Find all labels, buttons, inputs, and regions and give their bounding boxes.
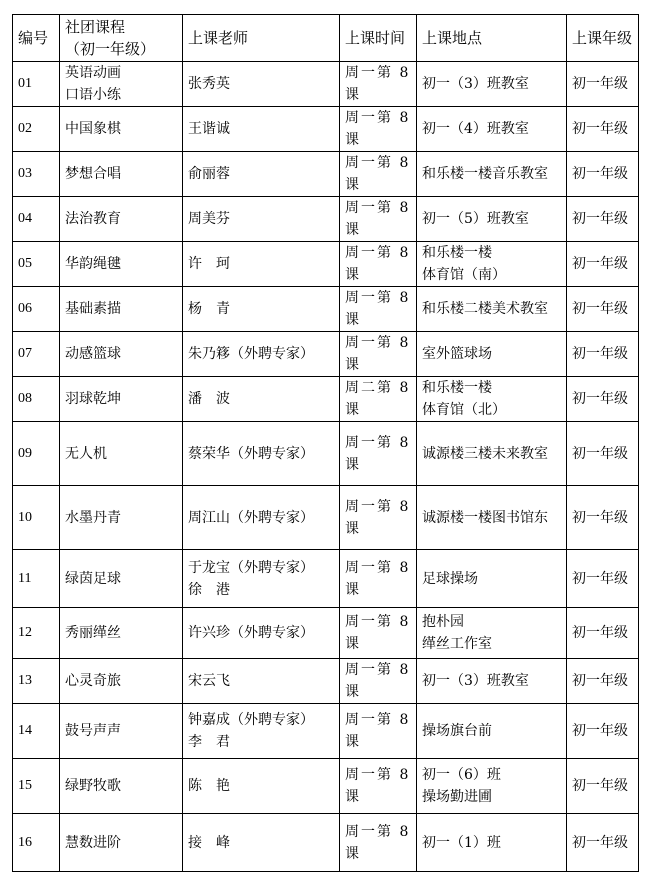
cell-time bbox=[340, 377, 417, 422]
cell-course-line: 法治教育 bbox=[65, 211, 121, 227]
cell-time-line: 周一第 8 bbox=[345, 200, 411, 216]
cell-location-line: 诚源楼一楼图书馆东 bbox=[422, 509, 548, 526]
cell-id: 11 bbox=[13, 550, 60, 608]
cell-location-line: 体育馆（南） bbox=[422, 267, 506, 283]
cell-course bbox=[60, 377, 183, 422]
header-time: 上课时间 bbox=[340, 15, 417, 62]
cell-course bbox=[60, 814, 183, 872]
cell-time bbox=[340, 486, 417, 550]
cell-grade: 初一年级 bbox=[567, 377, 639, 422]
cell-grade: 初一年级 bbox=[567, 422, 639, 486]
cell-teacher-line: 王谐诚 bbox=[188, 121, 230, 137]
header-course bbox=[60, 15, 183, 62]
cell-id: 08 bbox=[13, 377, 60, 422]
table-row bbox=[13, 608, 639, 659]
cell-grade: 初一年级 bbox=[567, 759, 639, 814]
cell-id: 01 bbox=[13, 62, 60, 107]
cell-id: 06 bbox=[13, 287, 60, 332]
header-row bbox=[13, 15, 639, 62]
cell-grade: 初一年级 bbox=[567, 107, 639, 152]
cell-location bbox=[417, 242, 567, 287]
cell-teacher-line: 杨 青 bbox=[188, 301, 230, 317]
cell-time-line: 周一第 8 bbox=[345, 823, 411, 840]
cell-course bbox=[60, 287, 183, 332]
cell-location bbox=[417, 550, 567, 608]
cell-location bbox=[417, 486, 567, 550]
cell-time-line: 周一第 8 bbox=[345, 767, 411, 783]
cell-grade: 初一年级 bbox=[567, 152, 639, 197]
table-row bbox=[13, 197, 639, 242]
cell-location bbox=[417, 152, 567, 197]
header-course-line: （初一年级） bbox=[65, 40, 156, 58]
cell-location-line: 体育馆（北） bbox=[422, 402, 506, 418]
table-row bbox=[13, 62, 639, 107]
cell-time bbox=[340, 659, 417, 704]
cell-id: 15 bbox=[13, 759, 60, 814]
cell-time-line: 课 bbox=[345, 87, 361, 103]
cell-course bbox=[60, 62, 183, 107]
cell-teacher-line: 宋云飞 bbox=[188, 673, 230, 689]
cell-id: 14 bbox=[13, 704, 60, 759]
cell-id: 09 bbox=[13, 422, 60, 486]
cell-time-line: 周一第 8 bbox=[345, 712, 411, 728]
cell-id: 07 bbox=[13, 332, 60, 377]
cell-location bbox=[417, 659, 567, 704]
cell-grade: 初一年级 bbox=[567, 659, 639, 704]
cell-time-line: 课 bbox=[345, 789, 361, 805]
cell-course bbox=[60, 550, 183, 608]
cell-teacher-line: 俞丽蓉 bbox=[188, 166, 230, 182]
cell-time-line: 课 bbox=[345, 684, 361, 700]
table-row bbox=[13, 422, 639, 486]
cell-location bbox=[417, 608, 567, 659]
cell-teacher bbox=[183, 242, 340, 287]
cell-time-line: 周一第 8 bbox=[345, 290, 411, 306]
cell-location-line: 和乐楼一楼音乐教室 bbox=[422, 166, 548, 182]
cell-time-line: 周一第 8 bbox=[345, 110, 411, 126]
cell-teacher-line: 于龙宝（外聘专家） bbox=[188, 559, 314, 576]
cell-teacher bbox=[183, 197, 340, 242]
cell-id: 12 bbox=[13, 608, 60, 659]
cell-teacher-line: 朱乃簃（外聘专家） bbox=[188, 346, 314, 362]
cell-grade: 初一年级 bbox=[567, 242, 639, 287]
cell-teacher-line: 李 君 bbox=[188, 734, 230, 750]
cell-time-line: 课 bbox=[345, 581, 361, 598]
cell-location-line: 初一（5）班教室 bbox=[422, 211, 529, 227]
cell-grade: 初一年级 bbox=[567, 704, 639, 759]
cell-location-line: 操场勤进圃 bbox=[422, 789, 492, 805]
cell-time bbox=[340, 550, 417, 608]
cell-teacher bbox=[183, 608, 340, 659]
cell-time-line: 课 bbox=[345, 267, 361, 283]
cell-time-line: 课 bbox=[345, 357, 361, 373]
cell-course-line: 心灵奇旅 bbox=[65, 673, 121, 689]
cell-course bbox=[60, 332, 183, 377]
table-row bbox=[13, 659, 639, 704]
cell-teacher bbox=[183, 704, 340, 759]
cell-course-line: 水墨丹青 bbox=[65, 509, 121, 526]
cell-location bbox=[417, 107, 567, 152]
cell-location bbox=[417, 287, 567, 332]
cell-teacher-line: 许兴珍（外聘专家） bbox=[188, 625, 314, 641]
cell-course-line: 秀丽缂丝 bbox=[65, 625, 121, 641]
cell-teacher-line: 徐 港 bbox=[188, 581, 230, 598]
cell-location bbox=[417, 704, 567, 759]
cell-course-line: 梦想合唱 bbox=[65, 166, 121, 182]
cell-teacher bbox=[183, 814, 340, 872]
cell-grade: 初一年级 bbox=[567, 197, 639, 242]
cell-time-line: 课 bbox=[345, 222, 361, 238]
cell-grade: 初一年级 bbox=[567, 550, 639, 608]
cell-location-line: 室外篮球场 bbox=[422, 346, 492, 362]
cell-location-line: 初一（3）班教室 bbox=[422, 673, 529, 689]
cell-course bbox=[60, 242, 183, 287]
cell-id: 04 bbox=[13, 197, 60, 242]
cell-time bbox=[340, 608, 417, 659]
cell-location bbox=[417, 759, 567, 814]
cell-time-line: 周一第 8 bbox=[345, 65, 411, 81]
cell-teacher bbox=[183, 107, 340, 152]
cell-teacher-line: 蔡荣华（外聘专家） bbox=[188, 445, 314, 462]
cell-time-line: 课 bbox=[345, 312, 361, 328]
cell-course-line: 动感篮球 bbox=[65, 346, 121, 362]
cell-time-line: 课 bbox=[345, 132, 361, 148]
cell-time bbox=[340, 242, 417, 287]
cell-course bbox=[60, 659, 183, 704]
cell-teacher-line: 接 峰 bbox=[188, 834, 230, 851]
cell-location bbox=[417, 377, 567, 422]
cell-teacher-line: 钟嘉成（外聘专家） bbox=[188, 712, 314, 728]
cell-teacher bbox=[183, 486, 340, 550]
cell-teacher bbox=[183, 550, 340, 608]
cell-time-line: 周一第 8 bbox=[345, 662, 411, 678]
cell-grade: 初一年级 bbox=[567, 814, 639, 872]
table-row bbox=[13, 242, 639, 287]
cell-time-line: 课 bbox=[345, 734, 361, 750]
cell-location-line: 抱朴园 bbox=[422, 614, 464, 630]
cell-location-line: 初一（6）班 bbox=[422, 767, 501, 783]
cell-grade: 初一年级 bbox=[567, 608, 639, 659]
cell-time bbox=[340, 332, 417, 377]
cell-time-line: 周一第 8 bbox=[345, 245, 411, 261]
cell-location bbox=[417, 332, 567, 377]
cell-location-line: 和乐楼一楼 bbox=[422, 245, 492, 261]
cell-course bbox=[60, 486, 183, 550]
cell-course-line: 慧数进阶 bbox=[65, 834, 121, 851]
cell-course-line: 华韵绳毽 bbox=[65, 256, 121, 272]
cell-location-line: 诚源楼三楼未来教室 bbox=[422, 445, 548, 462]
cell-location bbox=[417, 197, 567, 242]
header-location: 上课地点 bbox=[417, 15, 567, 62]
cell-course bbox=[60, 608, 183, 659]
cell-time-line: 周二第 8 bbox=[345, 380, 411, 396]
cell-time-line: 周一第 8 bbox=[345, 498, 411, 515]
table-row bbox=[13, 704, 639, 759]
cell-teacher bbox=[183, 422, 340, 486]
cell-course-line: 绿茵足球 bbox=[65, 570, 121, 587]
cell-id: 02 bbox=[13, 107, 60, 152]
cell-time-line: 周一第 8 bbox=[345, 155, 411, 171]
header-teacher: 上课老师 bbox=[183, 15, 340, 62]
cell-time-line: 课 bbox=[345, 456, 361, 473]
cell-course-line: 无人机 bbox=[65, 445, 107, 462]
table-row bbox=[13, 814, 639, 872]
cell-teacher bbox=[183, 287, 340, 332]
cell-id: 13 bbox=[13, 659, 60, 704]
header-grade: 上课年级 bbox=[567, 15, 639, 62]
cell-id: 03 bbox=[13, 152, 60, 197]
cell-time bbox=[340, 814, 417, 872]
cell-time bbox=[340, 704, 417, 759]
cell-location bbox=[417, 814, 567, 872]
cell-course-line: 基础素描 bbox=[65, 301, 121, 317]
header-id: 编号 bbox=[13, 15, 60, 62]
cell-time bbox=[340, 62, 417, 107]
cell-location-line: 和乐楼二楼美术教室 bbox=[422, 301, 548, 317]
table-row bbox=[13, 332, 639, 377]
cell-course-line: 英语动画 bbox=[65, 65, 121, 81]
cell-time bbox=[340, 287, 417, 332]
cell-id: 10 bbox=[13, 486, 60, 550]
table-row bbox=[13, 287, 639, 332]
cell-teacher-line: 潘 波 bbox=[188, 391, 230, 407]
cell-time bbox=[340, 422, 417, 486]
cell-time-line: 周一第 8 bbox=[345, 335, 411, 351]
cell-grade: 初一年级 bbox=[567, 486, 639, 550]
cell-location-line: 初一（4）班教室 bbox=[422, 121, 529, 137]
cell-teacher-line: 许 珂 bbox=[188, 256, 230, 272]
cell-time bbox=[340, 759, 417, 814]
cell-course bbox=[60, 759, 183, 814]
cell-teacher bbox=[183, 332, 340, 377]
cell-course-line: 口语小练 bbox=[65, 87, 121, 103]
cell-course bbox=[60, 422, 183, 486]
cell-time-line: 课 bbox=[345, 845, 361, 862]
cell-time-line: 周一第 8 bbox=[345, 559, 411, 576]
cell-teacher-line: 周江山（外聘专家） bbox=[188, 509, 314, 526]
cell-course-line: 鼓号声声 bbox=[65, 723, 121, 739]
cell-course bbox=[60, 152, 183, 197]
cell-time bbox=[340, 152, 417, 197]
table-row bbox=[13, 550, 639, 608]
cell-id: 16 bbox=[13, 814, 60, 872]
cell-location-line: 缂丝工作室 bbox=[422, 636, 492, 652]
cell-time-line: 课 bbox=[345, 177, 361, 193]
cell-teacher bbox=[183, 759, 340, 814]
cell-course-line: 中国象棋 bbox=[65, 121, 121, 137]
cell-time bbox=[340, 107, 417, 152]
cell-grade: 初一年级 bbox=[567, 332, 639, 377]
table-row bbox=[13, 377, 639, 422]
table-row bbox=[13, 152, 639, 197]
cell-location bbox=[417, 62, 567, 107]
cell-course bbox=[60, 704, 183, 759]
cell-teacher bbox=[183, 62, 340, 107]
cell-time-line: 课 bbox=[345, 402, 361, 418]
cell-location-line: 足球操场 bbox=[422, 570, 478, 587]
cell-id: 05 bbox=[13, 242, 60, 287]
cell-time-line: 课 bbox=[345, 520, 361, 537]
table-row bbox=[13, 486, 639, 550]
cell-teacher-line: 陈 艳 bbox=[188, 778, 230, 794]
course-table bbox=[12, 14, 639, 872]
cell-course-line: 绿野牧歌 bbox=[65, 778, 121, 794]
cell-teacher bbox=[183, 152, 340, 197]
cell-grade: 初一年级 bbox=[567, 62, 639, 107]
cell-grade: 初一年级 bbox=[567, 287, 639, 332]
cell-teacher-line: 张秀英 bbox=[188, 76, 230, 92]
cell-time-line: 周一第 8 bbox=[345, 434, 411, 451]
table-row bbox=[13, 107, 639, 152]
cell-time bbox=[340, 197, 417, 242]
cell-course bbox=[60, 107, 183, 152]
cell-teacher bbox=[183, 377, 340, 422]
cell-location-line: 和乐楼一楼 bbox=[422, 380, 492, 396]
table-row bbox=[13, 759, 639, 814]
cell-teacher-line: 周美芬 bbox=[188, 211, 230, 227]
cell-location-line: 初一（1）班 bbox=[422, 834, 501, 851]
cell-location-line: 操场旗台前 bbox=[422, 723, 492, 739]
cell-course-line: 羽球乾坤 bbox=[65, 391, 121, 407]
cell-time-line: 周一第 8 bbox=[345, 614, 411, 630]
header-course-line: 社团课程 bbox=[65, 18, 126, 36]
cell-teacher bbox=[183, 659, 340, 704]
cell-course bbox=[60, 197, 183, 242]
cell-time-line: 课 bbox=[345, 636, 361, 652]
cell-location-line: 初一（3）班教室 bbox=[422, 76, 529, 92]
cell-location bbox=[417, 422, 567, 486]
